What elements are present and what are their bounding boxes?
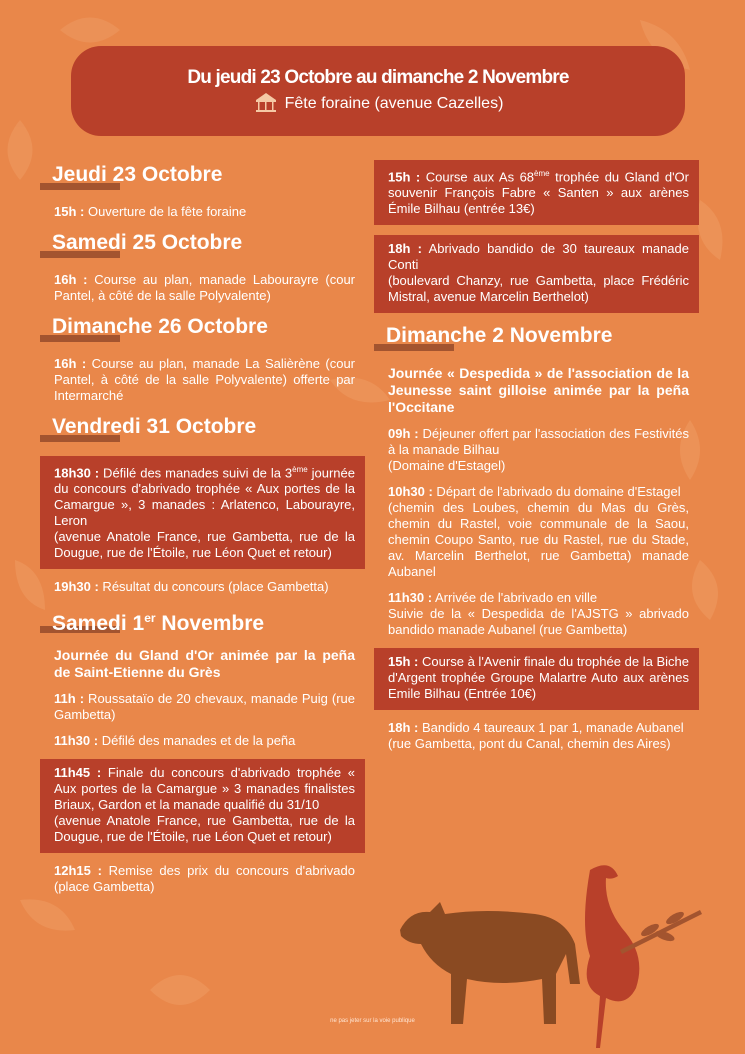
event-time: 15h : bbox=[388, 654, 419, 670]
day-title: Dimanche 2 Novembre bbox=[386, 324, 613, 348]
banner-subtitle: Fête foraine (avenue Cazelles) bbox=[284, 95, 504, 112]
day-title: Jeudi 23 Octobre bbox=[52, 163, 223, 186]
event-time: 11h30 : bbox=[54, 733, 99, 749]
event-text: Résultat du concours (place Gambetta) bbox=[98, 579, 329, 595]
day-title: Samedi 25 Octobre bbox=[52, 231, 243, 254]
event-entry-highlighted bbox=[40, 456, 365, 569]
event-entry bbox=[40, 863, 365, 895]
event-text: Course à l'Avenir finale du trophée de la Biche d'Argent trophée Groupe Malartre Auto aux arènes Emile Bilhau (Entrée 10€) bbox=[388, 654, 689, 702]
event-text: Roussataïo de 20 chevaux, manade Puig (rue Gambetta) bbox=[54, 691, 355, 723]
event-entry bbox=[40, 579, 365, 595]
event-text: Départ de l'abrivado du domaine d'Estagel bbox=[432, 484, 681, 500]
event-text: Course au plan, manade La Salièrène (cour Pantel, à côté de la salle Polyvalente) offerte par Intermarché bbox=[54, 356, 356, 403]
event-route: (avenue Anatole France, rue Gambetta, rue de la Dougue, rue de l'Étoile, rue Léon Quet et retour) bbox=[54, 529, 355, 561]
event-entry bbox=[40, 691, 365, 723]
event-text: Défilé des manades et de la peña bbox=[98, 733, 296, 749]
event-text: Course aux As 68 bbox=[420, 169, 535, 185]
day-title: Vendredi 31 Octobre bbox=[52, 415, 257, 438]
event-route: Suivie de la « Despedida de l'AJSTG » abrivado bandido manade Aubanel (rue Gambetta) bbox=[388, 606, 689, 638]
event-text: Bandido 4 taureaux 1 par 1, manade Aubanel bbox=[418, 720, 684, 736]
event-entry bbox=[374, 426, 699, 474]
event-sup: ème bbox=[534, 169, 550, 178]
event-route: (avenue Anatole France, rue Gambetta, rue de la Dougue, rue de l'Étoile, rue Léon Quet et retour) bbox=[54, 813, 355, 845]
event-entry-highlighted bbox=[374, 160, 699, 225]
event-time: 18h30 : bbox=[54, 465, 100, 481]
event-route: (Domaine d'Estagel) bbox=[388, 458, 506, 474]
event-entry-highlighted bbox=[40, 759, 365, 853]
event-time: 18h : bbox=[388, 720, 419, 736]
event-entry bbox=[40, 272, 365, 304]
event-text: Remise des prix du concours d'abrivado (place Gambetta) bbox=[54, 863, 355, 895]
carousel-icon bbox=[253, 92, 279, 112]
event-text: trophée du Gland d'Or souvenir François Fabre « Santen » aux arènes Émile Bilhau (entrée 13€) bbox=[388, 169, 689, 217]
day-title-part: Samedi 1 bbox=[52, 612, 145, 636]
event-entry bbox=[40, 733, 365, 749]
event-text: Course au plan, manade Labourayre (cour Pantel, à côté de la salle Polyvalente) bbox=[54, 272, 356, 303]
event-route: (rue Gambetta, pont du Canal, chemin des Aires) bbox=[388, 736, 671, 752]
event-text: Défilé des manades suivi de la 3 bbox=[99, 465, 293, 481]
day-heading bbox=[40, 414, 365, 448]
event-time: 11h : bbox=[54, 691, 85, 707]
banner-subtitle-row bbox=[71, 92, 685, 115]
event-time: 12h15 : bbox=[54, 863, 102, 879]
day-title bbox=[52, 605, 264, 637]
header-banner bbox=[71, 46, 685, 136]
event-text: Abrivado bandido de 30 taureaux manade Conti bbox=[388, 241, 689, 273]
olive-branch bbox=[620, 910, 702, 954]
day-title: Dimanche 26 Octobre bbox=[52, 315, 268, 338]
event-time: 16h : bbox=[54, 356, 87, 371]
day-intro: Journée du Gland d'Or animée par la peña de Saint-Etienne du Grès bbox=[54, 647, 355, 681]
event-text: Arrivée de l'abrivado en ville bbox=[432, 590, 598, 606]
footer-note: ne pas jeter sur la voie publique bbox=[330, 1018, 415, 1024]
event-text: Ouverture de la fête foraine bbox=[84, 204, 247, 219]
bull-silhouette bbox=[400, 902, 580, 1024]
event-time: 19h30 : bbox=[54, 579, 99, 595]
event-entry bbox=[374, 720, 699, 752]
banner-title: Du jeudi 23 Octobre au dimanche 2 Novembre bbox=[187, 67, 569, 88]
event-entry bbox=[374, 590, 699, 638]
event-time: 11h45 : bbox=[54, 765, 102, 781]
day-heading bbox=[40, 605, 365, 639]
event-time: 15h : bbox=[388, 169, 421, 185]
event-entry bbox=[40, 356, 365, 404]
event-time: 11h30 : bbox=[388, 590, 433, 606]
event-route: (chemin des Loubes, chemin du Mas du Grès, chemin du Rastel, voie communale de la Saou, chemin Coupo Santo, rue du Rastel, rue du Stade, av. Marcelin Berthelot, rue Gambetta) manade Aubanel bbox=[388, 500, 689, 580]
event-text: Déjeuner offert par l'association des Festivités à la manade Bilhau bbox=[388, 426, 690, 458]
event-entry bbox=[374, 484, 699, 580]
event-route: (boulevard Chanzy, rue Gambetta, place Frédéric Mistral, avenue Marcelin Berthelot) bbox=[388, 273, 689, 305]
day-intro: Journée « Despedida » de l'association de la Jeunesse saint gilloise animée par la peña l'Occitane bbox=[388, 365, 689, 416]
day-heading bbox=[40, 230, 365, 264]
event-time: 10h30 : bbox=[388, 484, 433, 500]
event-time: 18h : bbox=[388, 241, 423, 257]
event-time: 16h : bbox=[54, 272, 88, 287]
day-heading bbox=[40, 314, 365, 348]
event-entry bbox=[40, 204, 365, 220]
day-heading bbox=[374, 323, 699, 357]
event-text: journée du concours d'abrivado trophée « Aux portes de la Camargue », 3 manades : Arlatenco, Labourayre, Leron bbox=[54, 465, 355, 529]
day-title-sup: er bbox=[144, 611, 156, 626]
day-title-part: Novembre bbox=[155, 612, 265, 636]
left-column bbox=[40, 162, 365, 905]
event-sup: ème bbox=[292, 465, 308, 474]
event-entry-highlighted bbox=[374, 235, 699, 313]
event-time: 09h : bbox=[388, 426, 419, 442]
event-time: 15h : bbox=[54, 204, 85, 219]
day-heading bbox=[40, 162, 365, 196]
event-text: Finale du concours d'abrivado trophée « Aux portes de la Camargue » 3 manades finalistes Briaux, Gardon et la manade qualifié du 31/10 bbox=[54, 765, 355, 813]
event-entry-highlighted bbox=[374, 648, 699, 710]
right-column bbox=[374, 160, 699, 762]
